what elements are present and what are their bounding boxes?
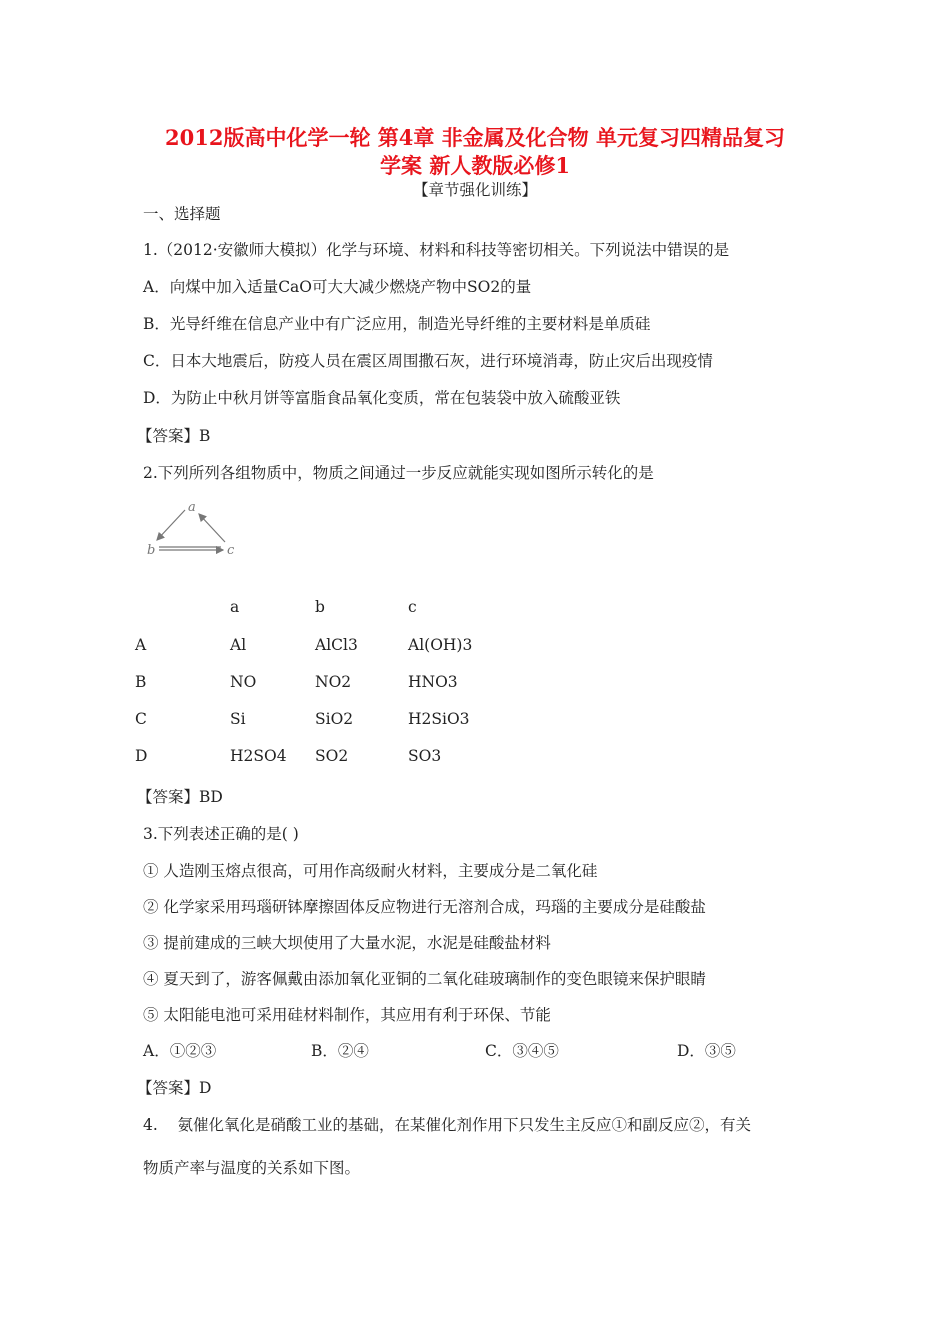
- q1-option-d: D．为防止中秋月饼等富脂食品氧化变质，常在包装袋中放入硫酸亚铁: [143, 389, 621, 407]
- q3-choice-b: B．②④: [311, 1042, 369, 1060]
- q1-answer: 【答案】B: [137, 427, 211, 445]
- q2-stem: 2.下列所列各组物质中，物质之间通过一步反应就能实现如图所示转化的是: [143, 464, 654, 482]
- q3-item-2: ② 化学家采用玛瑙研钵摩擦固体反应物进行无溶剂合成，玛瑙的主要成分是硅酸盐: [143, 898, 706, 916]
- table-cell: SiO2: [315, 710, 354, 728]
- table-cell: Al: [230, 636, 247, 654]
- q1-option-c: C．日本大地震后，防疫人员在震区周围撒石灰，进行环境消毒，防止灾后出现疫情: [143, 352, 713, 370]
- diagram-label-c: c: [227, 543, 235, 558]
- q3-item-4: ④ 夏天到了，游客佩戴由添加氧化亚铜的二氧化硅玻璃制作的变色眼镜来保护眼睛: [143, 970, 706, 988]
- q3-choice-d: D．③⑤: [677, 1042, 736, 1060]
- table-header-b: b: [315, 598, 325, 616]
- document-title-line-1: 2012版高中化学一轮 第4章 非金属及化合物 单元复习四精品复习: [165, 125, 785, 150]
- table-row-label: B: [135, 673, 147, 691]
- conversion-triangle-diagram: [143, 496, 243, 560]
- q2-answer: 【答案】BD: [137, 788, 223, 806]
- diagram-label-a: a: [188, 500, 196, 515]
- arrow-c-to-a: [199, 514, 225, 542]
- q3-item-3: ③ 提前建成的三峡大坝使用了大量水泥，水泥是硅酸盐材料: [143, 934, 551, 952]
- diagram-label-b: b: [147, 543, 156, 558]
- section-subtitle: 【章节强化训练】: [412, 181, 537, 199]
- table-cell: SO2: [315, 747, 349, 765]
- table-row-label: A: [135, 636, 147, 654]
- table-cell: Si: [230, 710, 246, 728]
- table-row-label: D: [135, 747, 148, 765]
- q3-stem: 3.下列表述正确的是( ): [143, 825, 299, 843]
- table-cell: HNO3: [408, 673, 458, 691]
- q3-item-5: ⑤ 太阳能电池可采用硅材料制作，其应用有利于环保、节能: [143, 1006, 551, 1024]
- table-cell: NO: [230, 673, 257, 691]
- q3-choice-a: A．①②③: [143, 1042, 217, 1060]
- arrow-a-to-b: [157, 510, 185, 540]
- table-cell: NO2: [315, 673, 352, 691]
- q4-stem-line-1: 4. 氨催化氧化是硝酸工业的基础，在某催化剂作用下只发生主反应①和副反应②，有关: [143, 1116, 751, 1134]
- q4-stem-line-2: 物质产率与温度的关系如下图。: [143, 1159, 361, 1177]
- table-cell: Al(OH)3: [408, 636, 473, 654]
- section-heading: 一、选择题: [143, 205, 221, 223]
- q3-choice-c: C．③④⑤: [485, 1042, 559, 1060]
- q1-option-b: B．光导纤维在信息产业中有广泛应用，制造光导纤维的主要材料是单质硅: [143, 315, 651, 333]
- table-cell: SO3: [408, 747, 442, 765]
- q3-answer: 【答案】D: [137, 1079, 212, 1097]
- table-row-label: C: [135, 710, 147, 728]
- table-cell: H2SiO3: [408, 710, 470, 728]
- table-header-c: c: [408, 598, 417, 616]
- document-title-line-2: 学案 新人教版必修1: [380, 153, 570, 178]
- q1-stem: 1.（2012·安徽师大模拟）化学与环境、材料和科技等密切相关。下列说法中错误的是: [143, 241, 730, 259]
- table-cell: AlCl3: [315, 636, 358, 654]
- table-cell: H2SO4: [230, 747, 287, 765]
- q1-option-a: A．向煤中加入适量CaO可大大减少燃烧产物中SO2的量: [143, 278, 532, 296]
- q3-item-1: ① 人造刚玉熔点很高，可用作高级耐火材料，主要成分是二氧化硅: [143, 862, 598, 880]
- table-header-a: a: [230, 598, 240, 616]
